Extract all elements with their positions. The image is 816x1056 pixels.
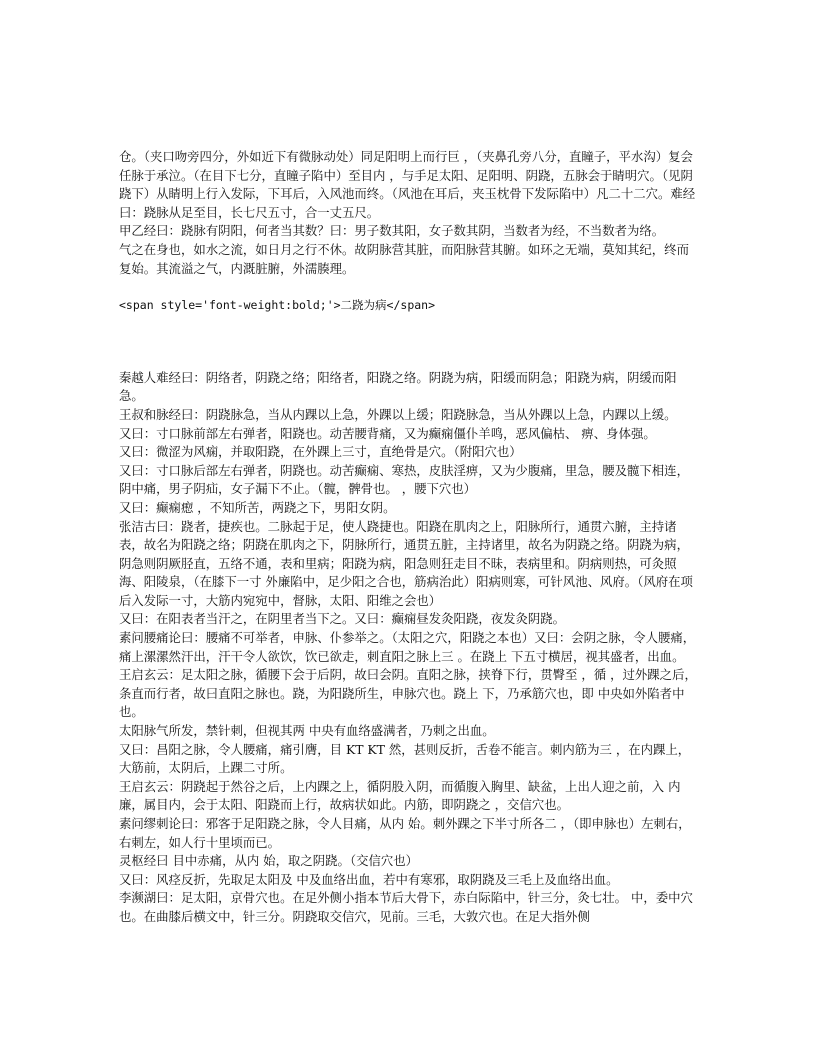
paragraph: 王叔和脉经曰：阴跷脉急，当从内踝以上急，外踝以上缓；阳跷脉急，当从外踝以上急，内踝以上缓。 — [119, 406, 677, 422]
paragraph: 王启玄云：足太阳之脉，循腰下会于后阴，故曰会阴。直阳之脉，挟脊下行，贯臀至 ，循 ，过外踝之后，条直而行者，故曰直阳之脉也。跷，为阳跷所生，申脉穴也。跷上 下，乃承筋穴也，即 中央如外陷者中也。 — [119, 667, 697, 720]
paragraph: 李濒湖曰：足太阳，京骨穴也。在足外侧小指本节后大骨下，赤白际陷中，针三分，灸七壮。 中，委中穴也。在曲膝后横文中，针三分。阴跷取交信穴，见前。三毛，大敦穴也。在足大指外侧 — [119, 890, 693, 924]
paragraph: 又曰：风痉反折，先取足太阳及 中及血络出血，若中有寒邪，取阴跷及三毛上及血络出血。 — [119, 871, 619, 887]
paragraph: 张洁古曰：跷者，捷疾也。二脉起于足，使人跷捷也。阳跷在肌肉之上，阳脉所行，通贯六腑，主持诸表，故名为阳跷之络；阴跷在肌肉之下，阴脉所行，通贯五脏，主持诸里，故名为阴跷之络。阴跷为病，阴急则阴厥胫直，五络不通，表和里病；阳跷为病，阳急则狂走目不昧，表病里和。阴病则热，可灸照海、阳陵泉，（在膝下一寸 外廉陷中，足少阳之合也，筋病治此）阳病则寒，可针风池、风府。（风府在项后入发际一寸，大筋内宛宛中，督脉，太阳、阳维之会也） — [119, 518, 693, 608]
spacer — [119, 315, 699, 369]
paragraph: 灵枢经曰 目中赤痛，从内 始，取之阴跷。（交信穴也） — [119, 853, 419, 869]
paragraph: 太阳脉气所发，禁针刺，但视其两 中央有血络盛满者，乃刺之出血。 — [119, 723, 495, 739]
paragraph: 又曰：寸口脉前部左右弹者，阳跷也。动苦腰背痛，又为癫痫僵仆羊鸣，恶风偏枯、 痹、身体强。 — [119, 425, 656, 441]
section-heading-raw-markup: <span style='font-weight:bold;'>二跷为病</span> — [119, 298, 436, 313]
paragraph: 又曰：寸口脉后部左右弹者，阴跷也。动苦癫痫、寒热，皮肤淫痹，又为少腹痛，里急，腰及髋下相连，阴中痛，男子阴疝，女子漏下不止。（髋，髀骨也。 ，腰下穴也） — [119, 462, 689, 497]
paragraph: 又曰：微涩为风痫，并取阳跷，在外踝上三寸，直绝骨是穴。（附阳穴也） — [119, 444, 522, 460]
spacer — [119, 278, 699, 296]
paragraph: 素问缪刺论曰：邪客于足阳跷之脉，令人目痛，从内 始。刺外踝之下半寸所各二 ，（即申脉也）左刺右，右刺左，如人行十里顷而已。 — [119, 816, 691, 850]
paragraph: 素问腰痛论曰：腰痛不可举者，申脉、仆参举之。（太阳之穴，阳跷之本也）又曰：会阴之脉，令人腰痛，痛上漯漯然汗出，汗干令人欲饮，饮已欲走，刺直阳之脉上三 。在跷上 下五寸横居，视其盛者，出血。 — [119, 630, 696, 664]
paragraph: 仓。（夹口吻旁四分，外如近下有微脉动处）同足阳明上而行巨 ，（夹鼻孔旁八分，直瞳子，平水沟）复会任脉于承泣。（在目下七分，直瞳子陷中）至目内 ，与手足太阳、足阳明、阴跷，五脉会于睛明穴。（见阴跷下）从睛明上行入发际，下耳后，入风池而终。（风池在耳后，夹玉枕骨下发际陷中）凡二十二穴。难经曰：跷脉从足至目，长七尺五寸，合一丈五尺。 — [119, 149, 696, 220]
paragraph: 又曰：在阳表者当汗之，在阴里者当下之。又曰：癫痫昼发灸阳跷，夜发灸阴跷。 — [119, 611, 566, 627]
document-page — [119, 148, 699, 927]
paragraph: 甲乙经曰：跷脉有阴阳，何者当其数？曰：男子数其阳，女子数其阴，当数者为经，不当数者为络。 — [119, 223, 665, 239]
paragraph: 气之在身也，如水之流，如日月之行不休。故阴脉营其脏，而阳脉营其腑。如环之无端，莫知其纪，终而复始。其流溢之气，内溉脏腑，外濡腠理。 — [119, 241, 689, 276]
paragraph: 王启玄云：阴跷起于然谷之后，上内踝之上，循阴股入阴，而循腹入胸里、缺盆，上出人迎之前，入 内廉，属目内，会于太阳、阳跷而上行，故病状如此。内筋，即阴跷之 ，交信穴也。 — [119, 778, 681, 813]
paragraph: 又曰：昌阳之脉，令人腰痛，痛引膺，目 KT KT 然，甚则反折，舌卷不能言。刺内筋为三 ，在内踝上，大筋前，太阴后，上踝二寸所。 — [119, 741, 691, 776]
paragraph: 秦越人难经曰：阴络者，阴跷之络；阳络者，阳跷之络。阴跷为病，阳缓而阴急；阳跷为病，阴缓而阳急。 — [119, 369, 677, 404]
paragraph: 又曰：癫痫瘛 ，不知所苦，两跷之下，男阳女阴。 — [119, 499, 396, 515]
